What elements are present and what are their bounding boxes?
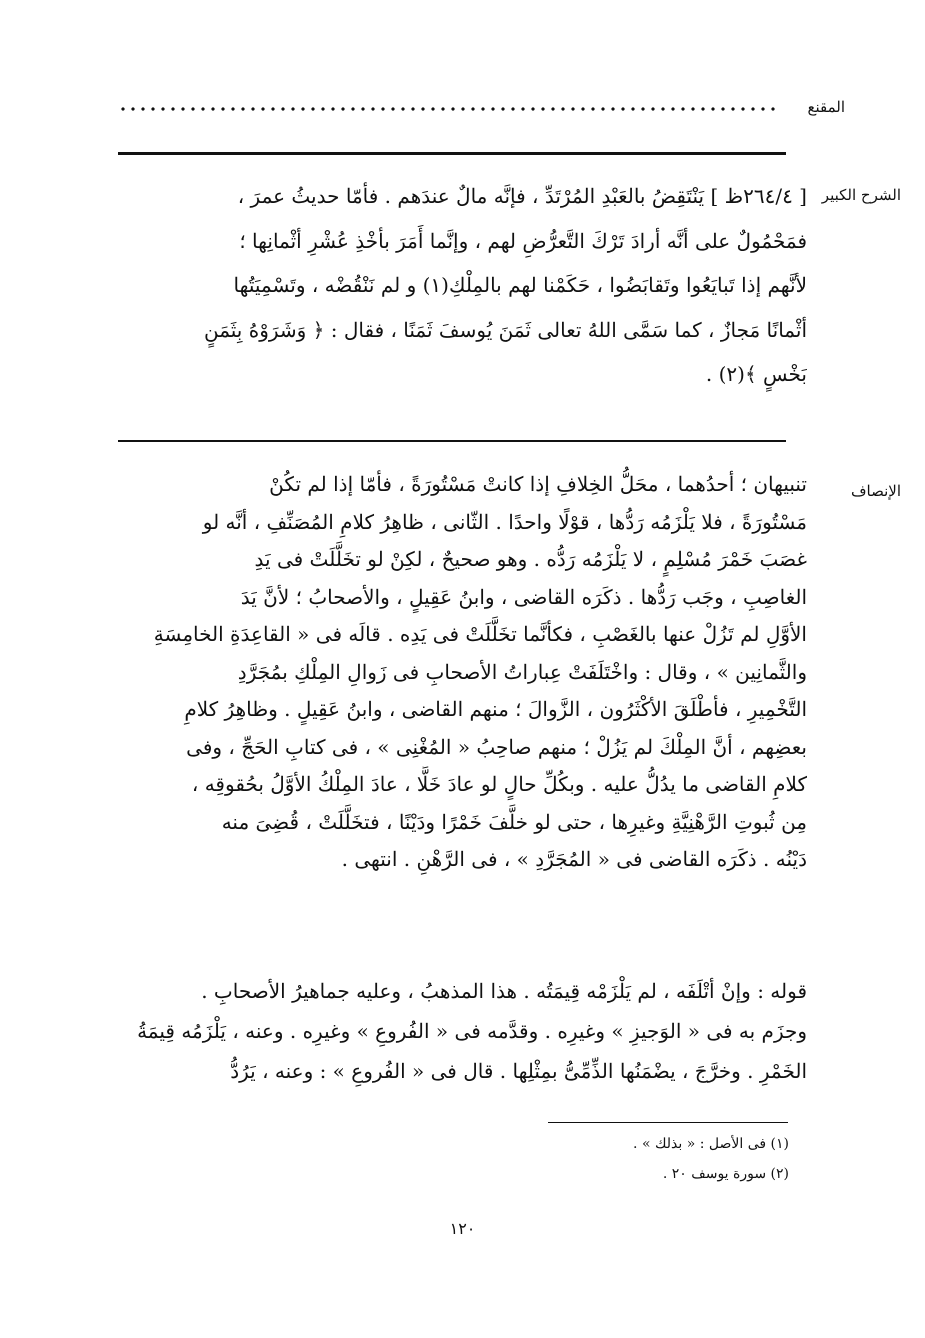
text-line: الغاصِبِ ، وجَب رَدُّها . ذكَرَه القاضى ، وابنُ عَقِيلٍ ، والأصحابُ ؛ لأنَّ يَدَ xyxy=(240,584,807,609)
text-line: الخَمْرِ . وخرَّجَ ، يضْمَنُها الذِّمِّىُّ بمِثْلِها . قال فى « الفُروعِ » : وعنه ، يَرُدُّ xyxy=(230,1059,807,1083)
page-number: ١٢٠ xyxy=(449,1219,476,1238)
footnote-1: (١) فى الأصل : « بذلك » . xyxy=(633,1136,789,1152)
text-line: بَخْسٍ ﴾(٢) . xyxy=(705,362,807,386)
header-rule xyxy=(118,152,786,155)
text-line: كلامِ القاضى ما يدُلُّ عليه . وبكُلِّ حالٍ لو عادَ خَلًّا ، عادَ المِلْكُ الأوَّلُ بحُقوقِه ، xyxy=(191,772,807,796)
text-line: تنبيهان ؛ أحدُهما ، محَلُّ الخِلافِ إذا كانتْ مَسْتُورَةً ، فأمّا إذا لم تكُنْ xyxy=(269,472,807,496)
section-label-insaf: الإنصاف xyxy=(850,482,901,500)
text-line: قوله : وإنْ أتْلَفَه ، لم يَلْزَمْه قِيمَتُه . هذا المذهبُ ، وعليه جماهيرُ الأصحابِ . xyxy=(201,979,807,1003)
text-line: [ ٢٦٤/٤ظ ] يَنْتَقِضُ بالعَبْدِ المُرْتَدِّ ، فإنَّه مالٌ عندَهم . فأمّا حديثُ عمرَ ، xyxy=(237,184,807,208)
text-line: لأنَّهم إذا تَبايَعُوا وتَقابَضُوا ، حَكَمْنا لهم بالمِلْكِ(١) و لم نَنْقُضْه ، وتَسْمِيَتُها xyxy=(233,273,807,297)
running-head: المقنع xyxy=(807,98,845,116)
text-line: غصَبَ خَمْرَ مُسْلِمٍ ، لا يَلْزَمُه رَدُّه . وهو صحيحٌ ، لكِنْ لو تخَلَّلَتْ فى يَدِ xyxy=(254,547,807,571)
text-line: والثَّمانِين » ، وقال : واخْتَلَفَتْ عِباراتُ الأصحابِ فى زَوالِ المِلْكِ بمُجَرَّدِ xyxy=(237,659,807,684)
text-line: دَيْنُه . ذكَرَه القاضى فى « المُجَرَّدِ » ، فى الرَّهْنِ . انتهى . xyxy=(341,847,807,871)
text-line: مَسْتُورَةً ، فلا يَلْزَمُه رَدُّها ، قوْلًا واحدًا . الثّانى ، ظاهِرُ كلامِ المُصَنِّفِ ، أنَّه لو xyxy=(202,509,807,534)
text-line: وجزَم به فى « الوَجيزِ » وغيرِه . وقدَّمه فى « الفُروعِ » وغيرِه . وعنه ، يَلْزَمُه قِيمَةُ xyxy=(137,1019,807,1043)
text-line: الأوَّلِ لم تَزُلْ عنها بالغَصْبِ ، فكأنَّما تخَلَّلَتْ فى يَدِه . قالَه فى « القاعِدَةِ الخامِسَةِ xyxy=(153,622,807,646)
qawluh-text-block xyxy=(137,971,807,1091)
section-label-sharh: الشرح الكبير xyxy=(821,186,901,204)
text-line: مِن ثُبوتِ الرَّهْنِيَّةِ وغيرِها ، حتى لو خلَّفَ خَمْرًا ودَيْنًا ، فتخَلَّلَتْ ، قُضِىَ منه xyxy=(221,809,807,834)
text-line: فمَحْمُولٌ على أنَّه أرادَ تَرْكَ التَّعرُّضِ لهم ، وإنَّما أَمَرَ بأخْذِ عُشْرِ أثْمانِها ؛ xyxy=(239,228,807,253)
text-line: بعضِهم ، أنَّ المِلْكَ لم يَزُلْ ؛ منهم صاحِبُ « المُغْنِى » ، فى كتابِ الحَجِّ ، وفى xyxy=(186,734,807,759)
insaf-text-block xyxy=(137,466,807,879)
sharh-text-block xyxy=(137,174,807,397)
footnote-2: (٢) سورة يوسف ٢٠ . xyxy=(662,1166,789,1182)
footnote-rule xyxy=(548,1122,788,1123)
text-line: التَّخْمِيرِ ، فأطْلَقَ الأكْثَرُون ، الزَّوالَ ؛ منهم القاضى ، وابنُ عَقِيلٍ . وظاهِرُ كلامِ xyxy=(184,697,807,721)
text-line: أثْمانًا مَجازٌ ، كما سَمَّى اللهُ تعالى ثَمَنَ يُوسفَ ثَمَنًا ، فقال : ﴿ وَشَرَوْهُ بِثَمَنٍ xyxy=(203,317,807,342)
dotted-leader xyxy=(118,104,780,114)
section-divider xyxy=(118,440,786,442)
